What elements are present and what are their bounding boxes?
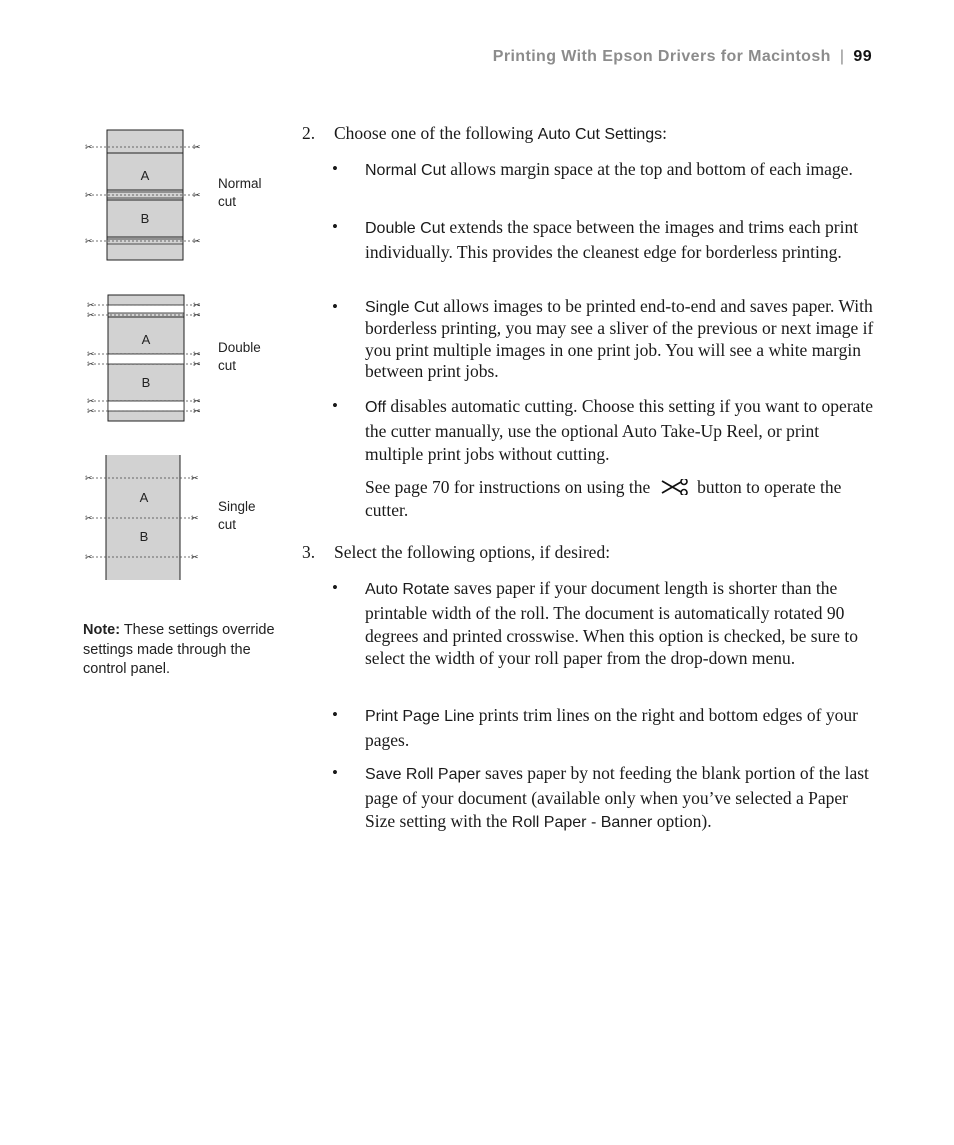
step-text: Select the following options, if desired: (334, 542, 611, 562)
bullet-dot: • (332, 578, 338, 597)
single-cut-diagram (80, 455, 280, 585)
see-page-lead: See page 70 for instructions on using the (365, 477, 655, 497)
step-text-lead: Choose one of the following (334, 123, 538, 143)
caption-line: Single (218, 499, 256, 514)
scissors-icon: ✂ (193, 407, 201, 417)
bullet-text (365, 395, 877, 465)
scissors-icon: ✂ (87, 397, 95, 407)
see-page-paragraph (365, 476, 877, 522)
image-label-b: B (139, 529, 149, 544)
option-description: saves paper by not feeding the blank portion of the last page of your document (available only when you’ve selected a Paper Size setting with the (365, 763, 869, 831)
scissors-icon: ✂ (193, 350, 201, 360)
scissors-icon: ✂ (193, 311, 201, 321)
option-description-tail: option). (652, 810, 712, 831)
double-cut-diagram (80, 295, 280, 425)
image-label-a: A (140, 168, 150, 183)
option-description: allows margin space at the top and bottom of each image. (445, 159, 853, 179)
scissors-icon: ✂ (85, 237, 93, 247)
step-number: 3. (302, 542, 316, 562)
scissors-icon: ✂ (193, 143, 201, 153)
scissors-icon (659, 479, 689, 495)
option-description: extends the space between the images and trims each print individually. This provides the cleanest edge for borderless printing. (365, 217, 859, 262)
scissors-icon: ✂ (193, 237, 201, 247)
running-header (493, 48, 872, 66)
scissors-icon: ✂ (193, 191, 201, 201)
step-number: 2. (302, 123, 316, 143)
scissors-icon: ✂ (191, 474, 199, 484)
bullet-text (365, 762, 877, 834)
see-page-tail: button to operate the cutter. (365, 477, 842, 520)
image-label-b: B (140, 211, 150, 226)
option-term: Off (365, 399, 387, 416)
scissors-icon: ✂ (87, 350, 95, 360)
side-note (83, 621, 283, 680)
scissors-icon: ✂ (87, 407, 95, 417)
scissors-icon: ✂ (85, 553, 93, 563)
note-label: Note: (83, 622, 121, 638)
bullet-dot: • (332, 159, 338, 178)
caption-line: cut (218, 517, 237, 532)
image-label-a: A (141, 332, 151, 347)
caption-line: Double (218, 340, 261, 355)
option-description: saves paper if your document length is shorter than the printable width of the roll. The document is automatically rotated 90 degrees and printed crosswise. When this option is checked, be sure to select the width of your roll paper from the drop-down menu. (365, 578, 858, 669)
scissors-icon: ✂ (85, 143, 93, 153)
option-term: Auto Rotate (365, 581, 450, 598)
step-text (334, 122, 667, 147)
note-text: These settings override settings made through the control panel. (83, 622, 275, 677)
bullet-dot: • (332, 297, 338, 316)
header-title: Printing With Epson Drivers for Macintosh (492, 48, 831, 65)
step-text-tail: : (662, 123, 668, 143)
bullet-text (365, 704, 877, 752)
scissors-icon: ✂ (87, 301, 95, 311)
option-term: Normal Cut (365, 162, 446, 179)
image-label-b: B (141, 375, 151, 390)
bullet-dot: • (332, 705, 338, 724)
normal-cut-caption (218, 175, 288, 211)
bullet-text (365, 296, 877, 382)
image-label-a: A (139, 490, 149, 505)
scissors-icon: ✂ (85, 474, 93, 484)
bullet-text (365, 216, 877, 264)
option-term: Double Cut (365, 220, 446, 237)
bullet-text (365, 577, 877, 670)
caption-line: Normal (218, 176, 262, 191)
option-description: allows images to be printed end-to-end and saves paper. With borderless printing, you may see a sliver of the previous or next image if you print multiple images in one print job. You will see a white margin between print jobs. (365, 296, 874, 381)
roll-paper-banner-term: Roll Paper - Banner (511, 813, 653, 831)
caption-line: cut (218, 194, 237, 209)
scissors-icon: ✂ (85, 191, 93, 201)
option-description: disables automatic cutting. Choose this setting if you want to operate the cutter manually, use the optional Auto Take-Up Reel, or print multiple print jobs without cutting. (365, 396, 874, 464)
scissors-icon: ✂ (191, 553, 199, 563)
scissors-icon: ✂ (191, 514, 199, 524)
scissors-icon: ✂ (193, 397, 201, 407)
header-separator: | (839, 48, 845, 65)
option-term: Print Page Line (365, 708, 475, 725)
page-number: 99 (853, 48, 872, 65)
option-term: Single Cut (365, 299, 439, 316)
scissors-icon: ✂ (87, 311, 95, 321)
auto-cut-settings-term: Auto Cut Settings (537, 126, 663, 143)
option-description: prints trim lines on the right and bottom edges of your pages. (365, 705, 858, 750)
scissors-icon: ✂ (193, 301, 201, 311)
single-cut-caption (218, 498, 288, 534)
double-cut-caption (218, 339, 288, 375)
bullet-text (365, 158, 877, 183)
caption-line: cut (218, 358, 237, 373)
option-term: Save Roll Paper (365, 766, 481, 783)
bullet-dot: • (332, 763, 338, 782)
bullet-dot: • (332, 217, 338, 236)
normal-cut-diagram (80, 130, 280, 265)
scissors-icon: ✂ (193, 360, 201, 370)
bullet-dot: • (332, 396, 338, 415)
scissors-icon: ✂ (85, 514, 93, 524)
scissors-icon: ✂ (87, 360, 95, 370)
